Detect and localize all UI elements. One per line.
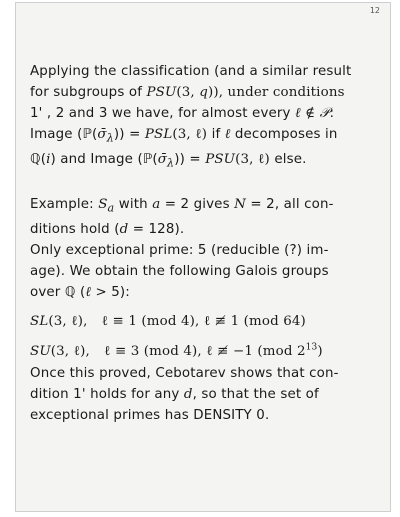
text-run: , so that the set of bbox=[192, 387, 319, 403]
para1-line5 bbox=[30, 149, 352, 174]
paragraph-density bbox=[30, 363, 352, 426]
math-paren: ) bbox=[317, 344, 323, 360]
math-psl: PSL bbox=[144, 127, 173, 142]
equation-sl bbox=[30, 311, 352, 341]
math-lambda: λ bbox=[167, 156, 175, 170]
math-args: (3, ℓ), bbox=[48, 314, 88, 330]
text-run: dition 1' holds for any bbox=[30, 387, 184, 403]
math-args: (3, ℓ) bbox=[235, 151, 270, 167]
text-run: = 2 gives bbox=[160, 197, 235, 213]
text-run: )), under conditions bbox=[207, 85, 345, 100]
math-args: (3, ℓ) bbox=[172, 127, 208, 142]
para2-line4: age). We obtain the following Galois groups bbox=[30, 264, 329, 280]
math-congruence: ℓ ≡ 3 (mod 4), ℓ ≢ −1 (mod 2 bbox=[103, 344, 306, 360]
math-n: N bbox=[234, 197, 246, 213]
para1-line4 bbox=[30, 124, 352, 149]
para3-line1: Once this proved, Cebotarev shows that con- bbox=[30, 366, 339, 382]
paragraph-gap bbox=[30, 173, 352, 194]
math-ell: ℓ bbox=[85, 285, 92, 301]
text-run: if bbox=[207, 127, 225, 142]
para2-line1 bbox=[30, 194, 352, 219]
para2-line2 bbox=[30, 219, 352, 240]
paragraph-example bbox=[30, 194, 352, 303]
para3-line2 bbox=[30, 384, 352, 405]
text-run: ℚ( bbox=[30, 151, 47, 167]
equation-gap bbox=[30, 303, 352, 311]
math-lambda: λ bbox=[106, 131, 114, 145]
page-number: 12 bbox=[369, 6, 380, 15]
text-run: else. bbox=[269, 151, 307, 167]
text-run: Example: bbox=[30, 197, 99, 213]
text-run: > 5): bbox=[91, 285, 130, 301]
math-congruence: ℓ ≡ 1 (mod 4), ℓ ≢ 1 (mod 64) bbox=[101, 314, 306, 330]
para1-line2 bbox=[30, 82, 352, 103]
para3-line3: exceptional primes has DENSITY 0. bbox=[30, 408, 270, 424]
para2-line5 bbox=[30, 282, 352, 303]
math-psu: PSU bbox=[146, 85, 177, 100]
math-sl: SL bbox=[30, 314, 49, 330]
math-d: d bbox=[119, 222, 129, 238]
math-s: S bbox=[98, 197, 108, 213]
math-q: q bbox=[199, 85, 208, 100]
text-run: decomposes in bbox=[230, 127, 338, 142]
text-run: : bbox=[329, 106, 335, 121]
math-a-subscript: a bbox=[107, 202, 115, 216]
text-run: = 128). bbox=[128, 222, 185, 238]
math-su: SU bbox=[30, 344, 51, 360]
text-run: ) and Image (ℙ( bbox=[50, 151, 158, 167]
paragraph-classification bbox=[30, 61, 352, 173]
text-run: with bbox=[114, 197, 153, 213]
math-psu: PSU bbox=[205, 151, 236, 167]
math-d: d bbox=[183, 387, 193, 403]
text-run: = 2, all con- bbox=[245, 197, 334, 213]
math-a: a bbox=[152, 197, 161, 213]
text-run: Image (ℙ( bbox=[30, 127, 98, 142]
text-run: for subgroups of bbox=[30, 85, 147, 100]
slide-body bbox=[30, 61, 352, 426]
text-run: ditions hold ( bbox=[30, 222, 120, 238]
math-i: i bbox=[46, 151, 51, 167]
math-ell-notin-p: ℓ ∉ 𝒫 bbox=[295, 106, 330, 121]
math-sigma: σ̄ bbox=[97, 127, 107, 142]
text-run: over ℚ ( bbox=[30, 285, 86, 301]
text-run: 1' , 2 and 3 we have, for almost every bbox=[30, 106, 296, 121]
para1-line1: Applying the classification (and a similar result bbox=[30, 64, 352, 79]
math-ell: ℓ bbox=[224, 127, 231, 142]
math-sigma: σ̄ bbox=[157, 151, 168, 167]
text-run: )) = bbox=[174, 151, 206, 167]
math-exponent: 13 bbox=[305, 342, 318, 353]
math-args: (3, bbox=[176, 85, 200, 100]
text-run: )) = bbox=[113, 127, 145, 142]
para1-line3 bbox=[30, 103, 352, 124]
para2-line3: Only exceptional prime: 5 (reducible (?) im- bbox=[30, 243, 329, 259]
math-args: (3, ℓ), bbox=[50, 344, 90, 360]
